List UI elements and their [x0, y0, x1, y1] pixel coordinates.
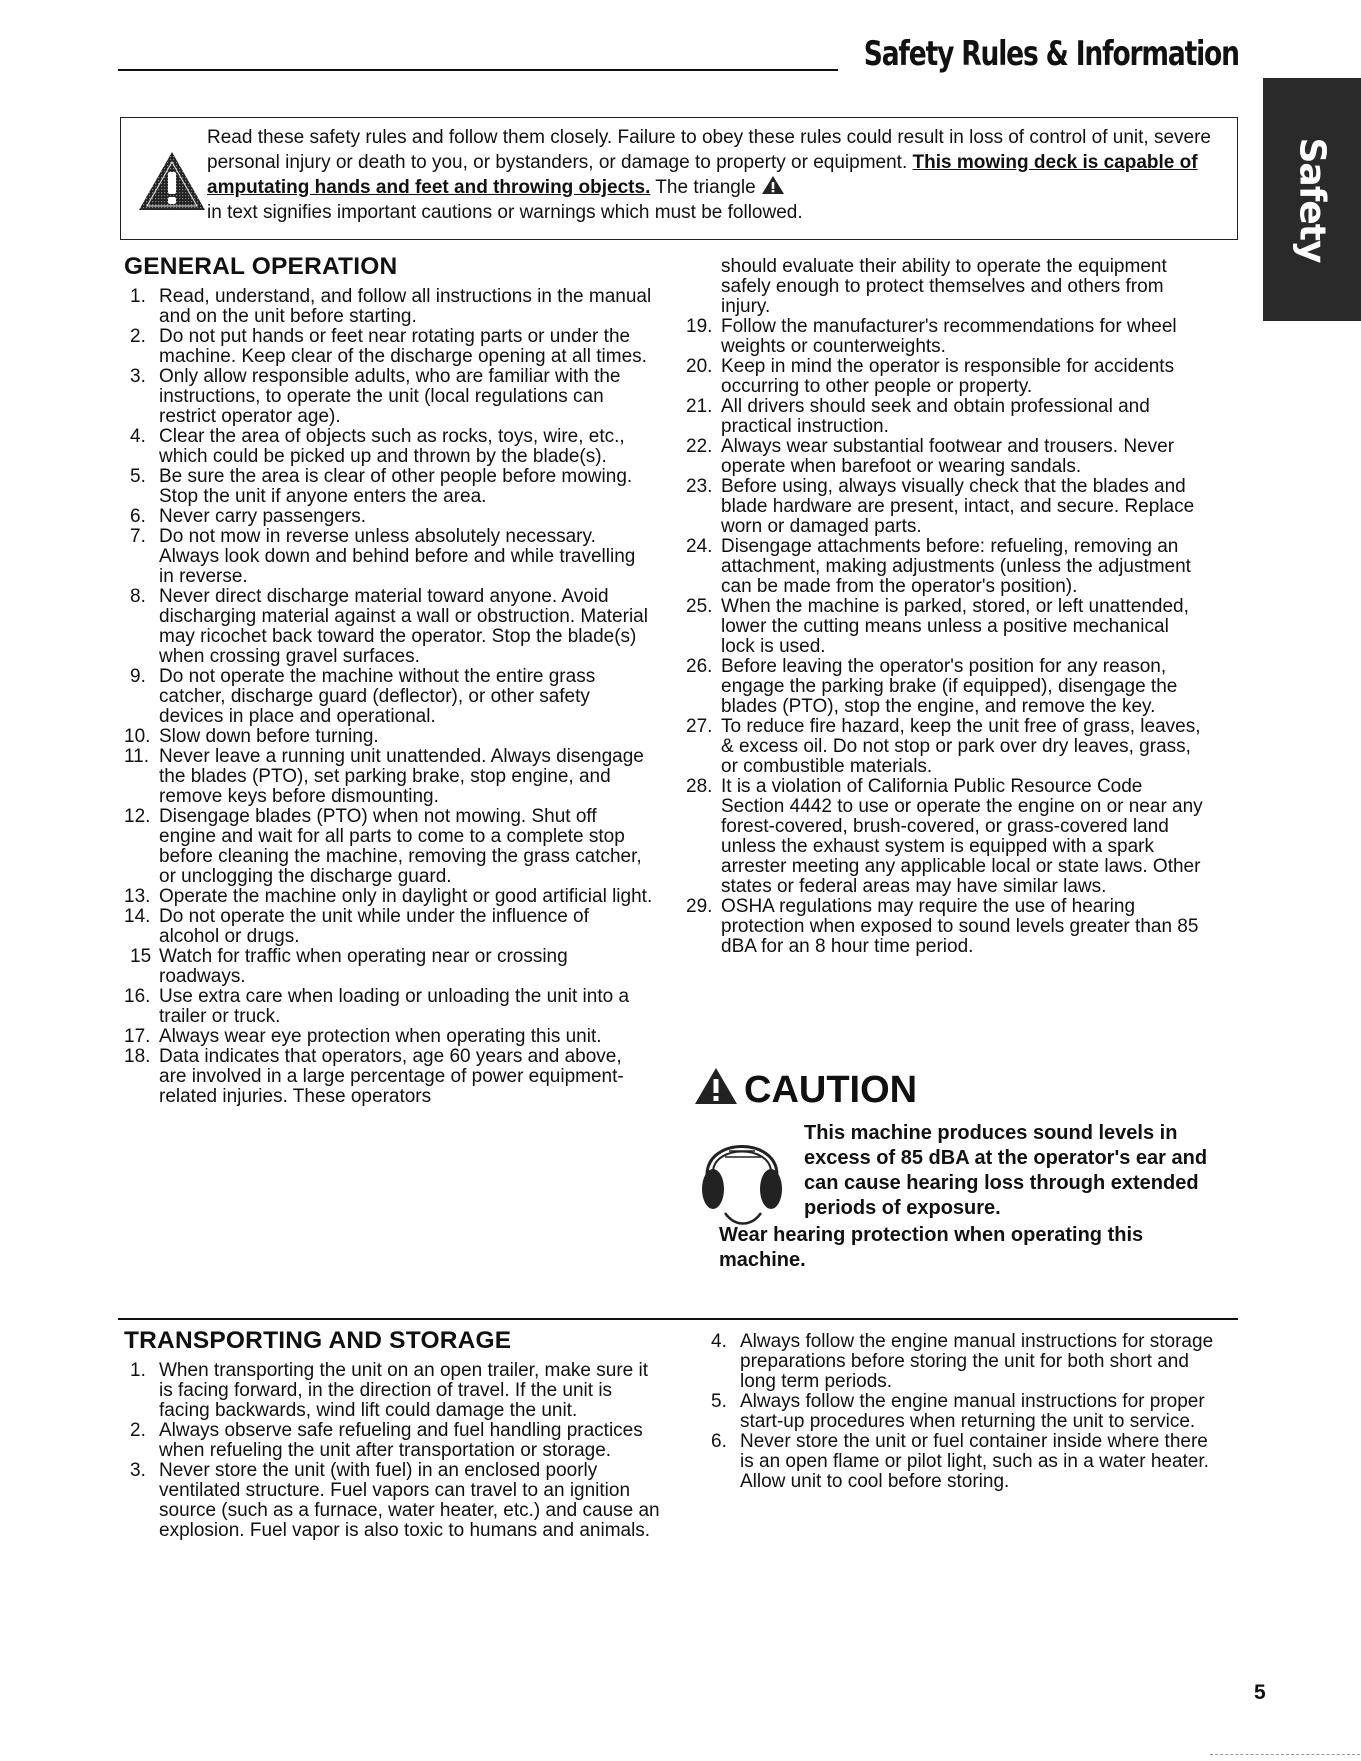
item-number: 8.: [130, 586, 146, 607]
item-text: Always follow the engine manual instructions for proper start-up procedures when returning the unit to service.: [740, 1391, 1205, 1432]
small-warning-triangle-icon: [761, 175, 785, 195]
item-text: Do not mow in reverse unless absolutely necessary. Always look down and behind before and while travelling in reverse.: [159, 526, 636, 587]
section-divider: [118, 1318, 1238, 1320]
caution-triangle-icon: [694, 1067, 738, 1105]
footer-mark: [1210, 1754, 1360, 1756]
item-number: 14.: [124, 906, 151, 927]
caution-block: [694, 1067, 1234, 1271]
item-text: Never carry passengers.: [159, 506, 366, 527]
item-text: Data indicates that operators, age 60 years and above, are involved in a large percentage of power equipment-related injuries. These operators: [159, 1046, 624, 1107]
list-item: [686, 717, 1206, 777]
item-number: 7.: [130, 526, 146, 547]
transport-storage-list: [124, 1361, 664, 1541]
item-number: 15: [130, 946, 152, 967]
list-item: [124, 887, 654, 907]
general-operation-left: [124, 253, 654, 1107]
item-text: Be sure the area is clear of other people before mowing. Stop the unit if anyone enters the area.: [159, 466, 633, 507]
general-operation-right: [686, 257, 1206, 957]
list-item: [705, 1432, 1225, 1492]
list-item: [124, 367, 654, 427]
warning-box: [120, 117, 1238, 240]
item-text: Disengage attachments before: refueling, removing an attachment, making adjustments (unless the adjustment can be made from the operator's position).: [721, 536, 1191, 597]
item-text: Do not operate the unit while under the influence of alcohol or drugs.: [159, 906, 589, 947]
list-item: [124, 467, 654, 507]
item-number: 1.: [130, 1360, 146, 1381]
list-item: [124, 1361, 664, 1421]
header-rule: [118, 69, 838, 71]
caution-title: CAUTION: [744, 1069, 918, 1111]
caution-text: This machine produces sound levels in excess of 85 dBA at the operator's ear and can cause hearing loss through extended periods of exposure.: [804, 1122, 1208, 1219]
item-number: 25.: [686, 596, 713, 617]
item-text: Never leave a running unit unattended. Always disengage the blades (PTO), set parking brake, stop engine, and remove keys before dismounting.: [159, 746, 644, 807]
item-number: 6.: [130, 506, 146, 527]
general-operation-list: [124, 287, 654, 1107]
item-number: 9.: [130, 666, 146, 687]
list-item: [124, 667, 654, 727]
item-text: Always wear eye protection when operating this unit.: [159, 1026, 602, 1047]
list-item: [124, 507, 654, 527]
item-text: Use extra care when loading or unloading the unit into a trailer or truck.: [159, 986, 630, 1027]
item-number: 27.: [686, 716, 713, 737]
list-item: [124, 287, 654, 327]
item-number: 4.: [130, 426, 146, 447]
general-operation-heading: GENERAL OPERATION: [124, 253, 398, 280]
item-text: Never store the unit or fuel container inside where there is an open flame or pilot light, such as in a water heater. Allow unit to cool before storing.: [740, 1431, 1209, 1492]
list-item: [124, 1027, 654, 1047]
item-number: 13.: [124, 886, 151, 907]
transport-storage-right: [705, 1332, 1225, 1492]
item-text: When transporting the unit on an open trailer, make sure it is facing forward, in the direction of travel. If the unit is facing backwards, wind lift could damage the unit.: [159, 1360, 648, 1421]
section-tab-label: Safety: [1291, 137, 1333, 262]
transport-storage-list-continued: [705, 1332, 1225, 1492]
list-item: [124, 427, 654, 467]
list-item: [124, 747, 654, 807]
item-text: OSHA regulations may require the use of hearing protection when exposed to sound levels greater than 85 dBA for an 8 hour time period.: [721, 896, 1199, 957]
list-item: [686, 477, 1206, 537]
page-title: Safety Rules & Information: [863, 34, 1239, 74]
list-item: [124, 1047, 654, 1107]
item-text: Only allow responsible adults, who are familiar with the instructions, to operate the unit (local regulations can restrict operator age).: [159, 366, 621, 427]
item-number: 12.: [124, 806, 151, 827]
list-item: [686, 657, 1206, 717]
warning-triangle-icon: [137, 150, 207, 212]
list-item: [124, 1461, 664, 1541]
list-item: [124, 327, 654, 367]
item-text: Follow the manufacturer's recommendations for wheel weights or counterweights.: [721, 316, 1177, 357]
list-item: [686, 397, 1206, 437]
item-text: Never store the unit (with fuel) in an enclosed poorly ventilated structure. Fuel vapors can travel to an ignition source (such as a furnace, water heater, etc.) and cause an explosion. Fuel vapor is also toxic to humans and animals.: [159, 1460, 660, 1541]
item-text: Read, understand, and follow all instructions in the manual and on the unit before starting.: [159, 286, 652, 327]
transport-storage-left: [124, 1327, 664, 1541]
list-item: [124, 1421, 664, 1461]
item-text: Before leaving the operator's position for any reason, engage the parking brake (if equipped), disengage the blades (PTO), stop the engine, and remove the key.: [721, 656, 1178, 717]
item-number: 4.: [711, 1331, 727, 1352]
item-number: 21.: [686, 396, 713, 417]
item-text: Before using, always visually check that the blades and blade hardware are present, intact, and secure. Replace worn or damaged parts.: [721, 476, 1195, 537]
item-number: 16.: [124, 986, 151, 1007]
page-number: 5: [1254, 1681, 1266, 1704]
item-number: 2.: [130, 326, 146, 347]
item-number: 24.: [686, 536, 713, 557]
item-text: Never direct discharge material toward anyone. Avoid discharging material against a wall or obstruction. Material may ricochet back toward the operator. Stop the blade(s) when crossing gravel surfaces.: [159, 586, 648, 667]
item-text: To reduce fire hazard, keep the unit free of grass, leaves, & excess oil. Do not stop or park over dry leaves, grass, or combustible materials.: [721, 716, 1201, 777]
item-text: Always follow the engine manual instructions for storage preparations before storing the unit for both short and long term periods.: [740, 1331, 1214, 1392]
item-number: 22.: [686, 436, 713, 457]
item-number: 3.: [130, 1460, 146, 1481]
item-text: Watch for traffic when operating near or crossing roadways.: [159, 946, 568, 987]
list-item: [124, 727, 654, 747]
caution-instruction: Wear hearing protection when operating this machine.: [719, 1224, 1144, 1271]
list-item: [124, 987, 654, 1027]
item-18-continuation: should evaluate their ability to operate the equipment safely enough to protect themselves and others from injury.: [721, 256, 1167, 317]
item-text: Slow down before turning.: [159, 726, 379, 747]
list-item: [686, 777, 1206, 897]
warning-emphasis: This mowing deck is capable of amputating hands and feet and throwing objects.: [207, 151, 1198, 198]
list-item: [124, 907, 654, 947]
warning-text-b: The triangle: [655, 177, 756, 198]
list-item: [705, 1392, 1225, 1432]
item-number: 23.: [686, 476, 713, 497]
warning-text: [207, 126, 1222, 225]
item-text: Keep in mind the operator is responsible for accidents occurring to other people or property.: [721, 356, 1175, 397]
transport-storage-heading: TRANSPORTING AND STORAGE: [124, 1327, 512, 1354]
list-item: [124, 807, 654, 887]
item-text: Always observe safe refueling and fuel handling practices when refueling the unit after transportation or storage.: [159, 1420, 643, 1461]
list-item: [686, 897, 1206, 957]
item-number: 29.: [686, 896, 713, 917]
item-number: 10.: [124, 726, 151, 747]
item-text: Clear the area of objects such as rocks, toys, wire, etc., which could be picked up and thrown by the blade(s).: [159, 426, 625, 467]
item-number: 3.: [130, 366, 146, 387]
list-item: [705, 1332, 1225, 1392]
list-item: [124, 527, 654, 587]
item-number: 19.: [686, 316, 713, 337]
item-number: 5.: [130, 466, 146, 487]
item-number: 17.: [124, 1026, 151, 1047]
item-text: All drivers should seek and obtain professional and practical instruction.: [721, 396, 1150, 437]
list-item: [124, 587, 654, 667]
general-operation-list-continued: [686, 317, 1206, 957]
caution-heading: [694, 1067, 1234, 1112]
item-number: 26.: [686, 656, 713, 677]
item-number: 2.: [130, 1420, 146, 1441]
item-number: 6.: [711, 1431, 727, 1452]
list-item: [686, 437, 1206, 477]
item-text: Do not operate the machine without the entire grass catcher, discharge guard (deflector), or other safety devices in place and operational.: [159, 666, 596, 727]
item-number: 18.: [124, 1046, 151, 1067]
warning-text-a: Read these safety rules and follow them closely. Failure to obey these rules could result in loss of control of unit, severe personal injury or death to you, or bystanders, or damage to property or equipment.: [207, 127, 1211, 173]
item-text: It is a violation of California Public Resource Code Section 4442 to use or operate the engine on or near any forest-covered, brush-covered, or grass-covered land unless the exhaust system is equipped with a spark arrester meeting any applicable local or state laws. Other states or federal areas may have similar laws.: [721, 776, 1203, 897]
list-item: [686, 597, 1206, 657]
hearing-protection-icon: [699, 1127, 784, 1232]
item-number: 20.: [686, 356, 713, 377]
item-text: Operate the machine only in daylight or good artificial light.: [159, 886, 653, 907]
list-item: [686, 537, 1206, 597]
item-number: 5.: [711, 1391, 727, 1412]
item-number: 11.: [124, 746, 150, 767]
list-item: [686, 357, 1206, 397]
item-text: Always wear substantial footwear and trousers. Never operate when barefoot or wearing sandals.: [721, 436, 1175, 477]
item-text: When the machine is parked, stored, or left unattended, lower the cutting means unless a positive mechanical lock is used.: [721, 596, 1189, 657]
item-number: 28.: [686, 776, 713, 797]
list-item: [124, 947, 654, 987]
warning-text-c: in text signifies important cautions or warnings which must be followed.: [207, 201, 803, 223]
item-text: Do not put hands or feet near rotating parts or under the machine. Keep clear of the discharge opening at all times.: [159, 326, 647, 367]
list-item: [686, 317, 1206, 357]
item-text: Disengage blades (PTO) when not mowing. Shut off engine and wait for all parts to come to a complete stop before cleaning the machine, removing the grass catcher, or unclogging the discharge guard.: [159, 806, 642, 887]
item-number: 1.: [130, 286, 146, 307]
section-tab: [1263, 78, 1361, 321]
